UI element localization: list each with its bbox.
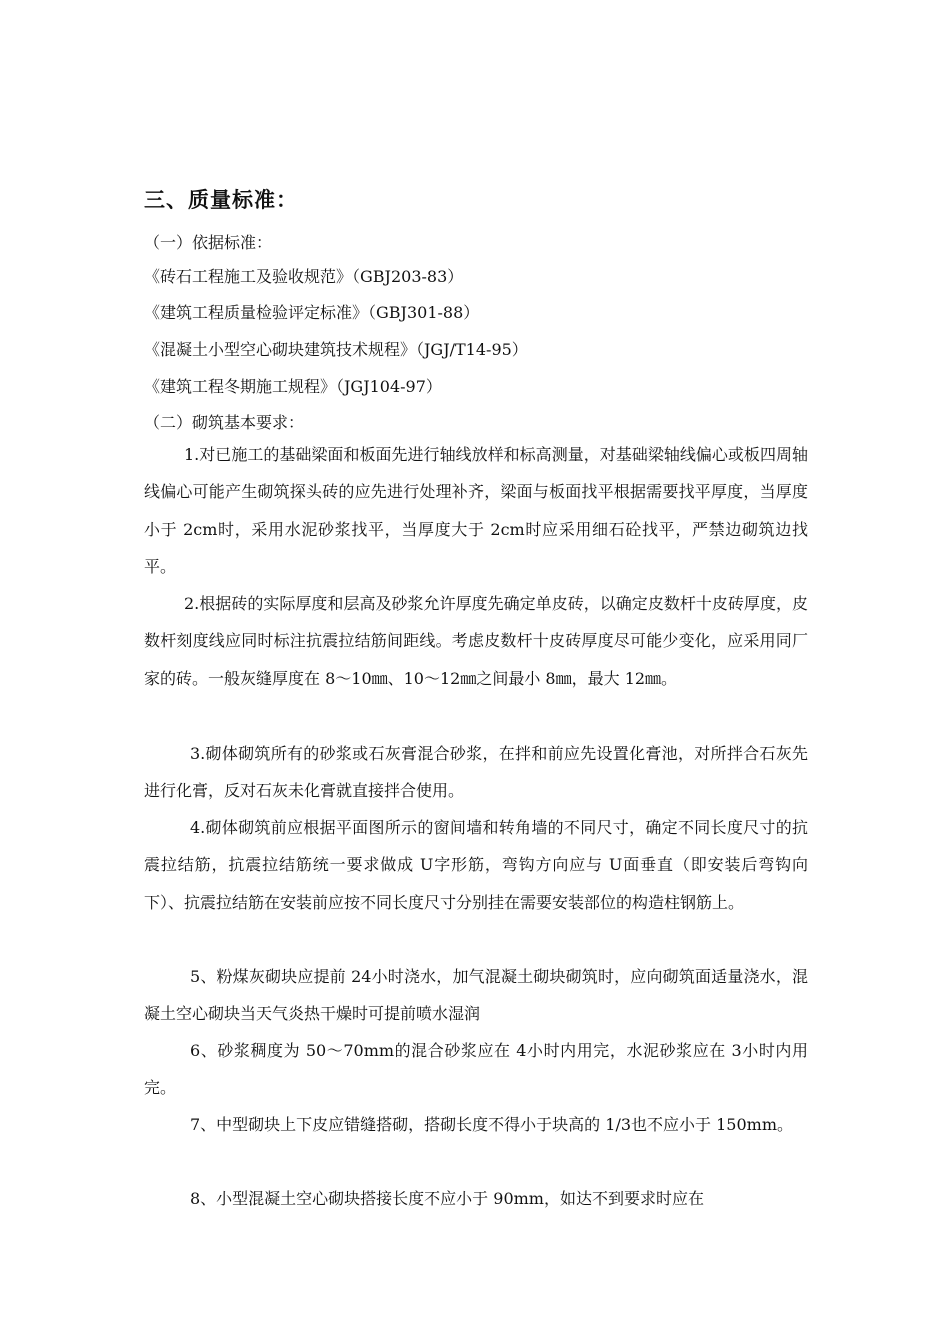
requirement-paragraph: 4.砌体砌筑前应根据平面图所示的窗间墙和转角墙的不同尺寸，确定不同长度尺寸的抗震拉结筋，抗震拉结筋统一要求做成 U字形筋，弯钩方向应与 U面垂直（即安装后弯钩向下）、抗震拉结筋在安装前应按不同长度尺寸分别挂在需要安装部位的构造柱钢筋上。 <box>144 818 808 912</box>
standard-item: 《建筑工程冬期施工规程》（JGJ104-97） <box>144 377 442 396</box>
standard-item: 《混凝土小型空心砌块建筑技术规程》（JGJ/T14-95） <box>144 340 528 359</box>
basis-heading: （一）依据标准： <box>144 233 273 252</box>
requirement-paragraph: 2.根据砖的实际厚度和层高及砂浆允许厚度先确定单皮砖，以确定皮数杆十皮砖厚度，皮数杆刻度线应同时标注抗震拉结筋间距线。考虑皮数杆十皮砖厚度尽可能少变化，应采用同厂家的砖。一般灰缝厚度在 8～10㎜、10～12㎜之间最小 8㎜，最大 12㎜。 <box>144 594 808 688</box>
requirement-paragraph: 7、中型砌块上下皮应错缝搭砌，搭砌长度不得小于块高的 1/3也不应小于 150mm。 <box>190 1115 793 1134</box>
standard-item: 《建筑工程质量检验评定标准》（GBJ301-88） <box>144 303 480 322</box>
requirements-heading: （二）砌筑基本要求： <box>144 413 305 432</box>
requirement-paragraph: 6、砂浆稠度为 50～70mm的混合砂浆应在 4小时内用完，水泥砂浆应在 3小时内用完。 <box>144 1041 808 1098</box>
requirement-paragraph: 5、粉煤灰砌块应提前 24小时浇水，加气混凝土砌块砌筑时，应向砌筑面适量浇水，混凝土空心砌块当天气炎热干燥时可提前喷水湿润 <box>144 967 808 1024</box>
requirement-paragraph: 3.砌体砌筑所有的砂浆或石灰膏混合砂浆，在拌和前应先设置化膏池，对所拌合石灰先进行化膏，反对石灰未化膏就直接拌合使用。 <box>144 744 808 801</box>
section-title: 三、质量标准： <box>144 188 298 212</box>
standard-item: 《砖石工程施工及验收规范》（GBJ203-83） <box>144 267 464 286</box>
requirement-paragraph: 1.对已施工的基础梁面和板面先进行轴线放样和标高测量，对基础梁轴线偏心或板四周轴线偏心可能产生砌筑探头砖的应先进行处理补齐，梁面与板面找平根据需要找平厚度，当厚度小于 2cm时，采用水泥砂浆找平，当厚度大于 2cm时应采用细石砼找平，严禁边砌筑边找平。 <box>144 445 808 576</box>
requirement-paragraph: 8、小型混凝土空心砌块搭接长度不应小于 90mm，如达不到要求时应在 <box>190 1189 704 1208</box>
